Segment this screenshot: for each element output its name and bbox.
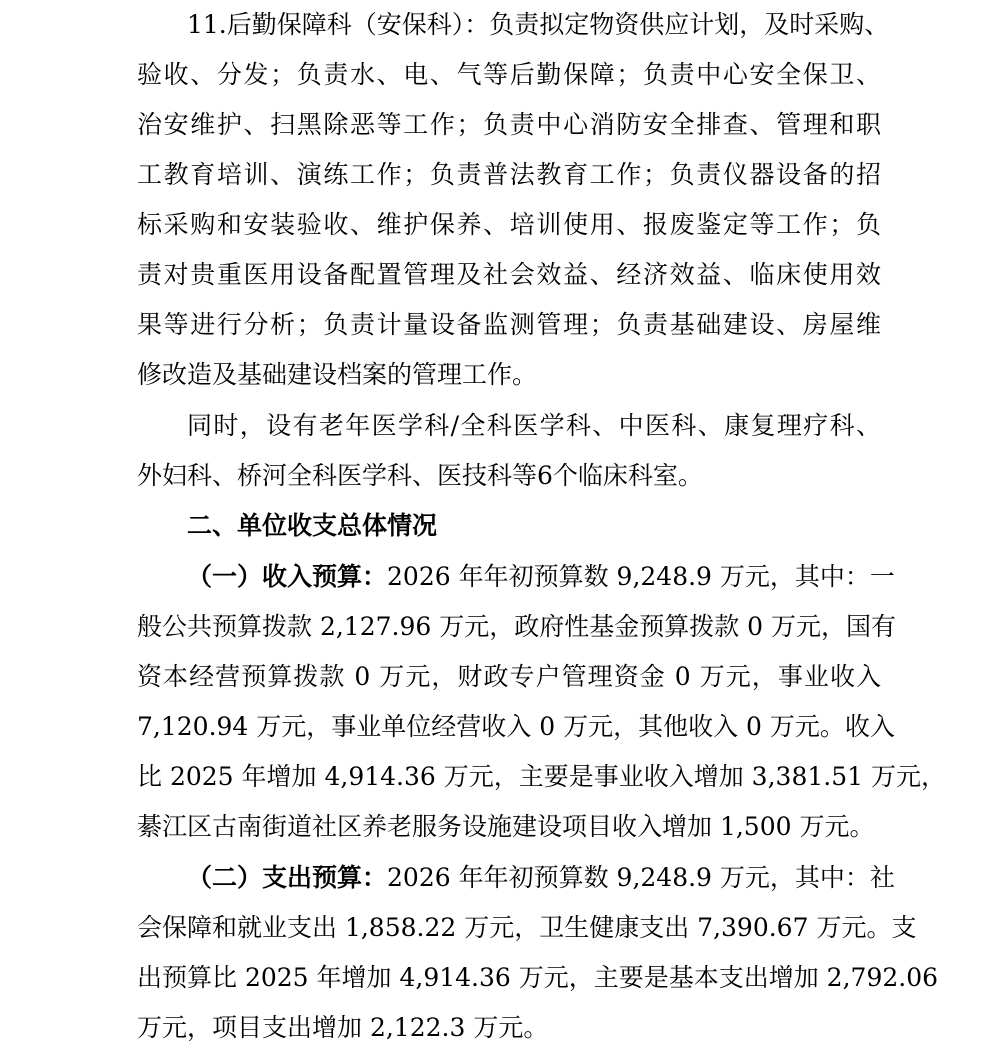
paragraph-line: 标采购和安装验收、维护保养、培训使用、报废鉴定等工作；负 <box>137 210 881 239</box>
section-heading: 二、单位收支总体情况 <box>187 511 438 540</box>
paragraph-line: 同时，设有老年医学科/全科医学科、中医科、康复理疗科、 <box>187 411 881 440</box>
income-text: 2026 年年初预算数 9,248.9 万元，其中：一 <box>387 562 895 591</box>
expense-label: （二）支出预算： <box>187 863 388 892</box>
paragraph-line: 般公共预算拨款 2,127.96 万元，政府性基金预算拨款 0 万元，国有 <box>137 612 897 641</box>
paragraph-line: 治安维护、扫黑除恶等工作；负责中心消防安全排查、管理和职 <box>137 110 881 139</box>
paragraph-line: 7,120.94 万元，事业单位经营收入 0 万元，其他收入 0 万元。收入 <box>137 712 895 741</box>
paragraph-line: 綦江区古南街道社区养老服务设施建设项目收入增加 1,500 万元。 <box>137 812 875 841</box>
paragraph-line: 责对贵重医用设备配置管理及社会效益、经济效益、临床使用效 <box>137 260 881 289</box>
paragraph-line: 工教育培训、演练工作；负责普法教育工作；负责仪器设备的招 <box>137 160 881 189</box>
paragraph-line: 验收、分发；负责水、电、气等后勤保障；负责中心安全保卫、 <box>137 60 881 89</box>
expense-text: 2026 年年初预算数 9,248.9 万元，其中：社 <box>387 863 895 892</box>
paragraph-line: 资本经营预算拨款 0 万元，财政专户管理资金 0 万元，事业收入 <box>137 662 881 691</box>
income-label: （一）收入预算： <box>187 562 388 591</box>
paragraph-line: 修改造及基础建设档案的管理工作。 <box>137 360 538 389</box>
paragraph-line: 出预算比 2025 年增加 4,914.36 万元，主要是基本支出增加 2,792.06 <box>137 963 939 992</box>
paragraph-line <box>187 853 895 903</box>
paragraph-line: 11.后勤保障科（安保科）：负责拟定物资供应计划，及时采购、 <box>187 10 890 39</box>
paragraph-line: 果等进行分析；负责计量设备监测管理；负责基础建设、房屋维 <box>137 310 881 339</box>
paragraph-line <box>187 552 895 602</box>
paragraph-line: 外妇科、桥河全科医学科、医技科等6个临床科室。 <box>137 461 703 490</box>
paragraph-line: 会保障和就业支出 1,858.22 万元，卫生健康支出 7,390.67 万元。支 <box>137 913 917 942</box>
paragraph-line: 万元，项目支出增加 2,122.3 万元。 <box>137 1013 549 1042</box>
paragraph-line: 比 2025 年增加 4,914.36 万元，主要是事业收入增加 3,381.51 万元， <box>137 762 946 791</box>
